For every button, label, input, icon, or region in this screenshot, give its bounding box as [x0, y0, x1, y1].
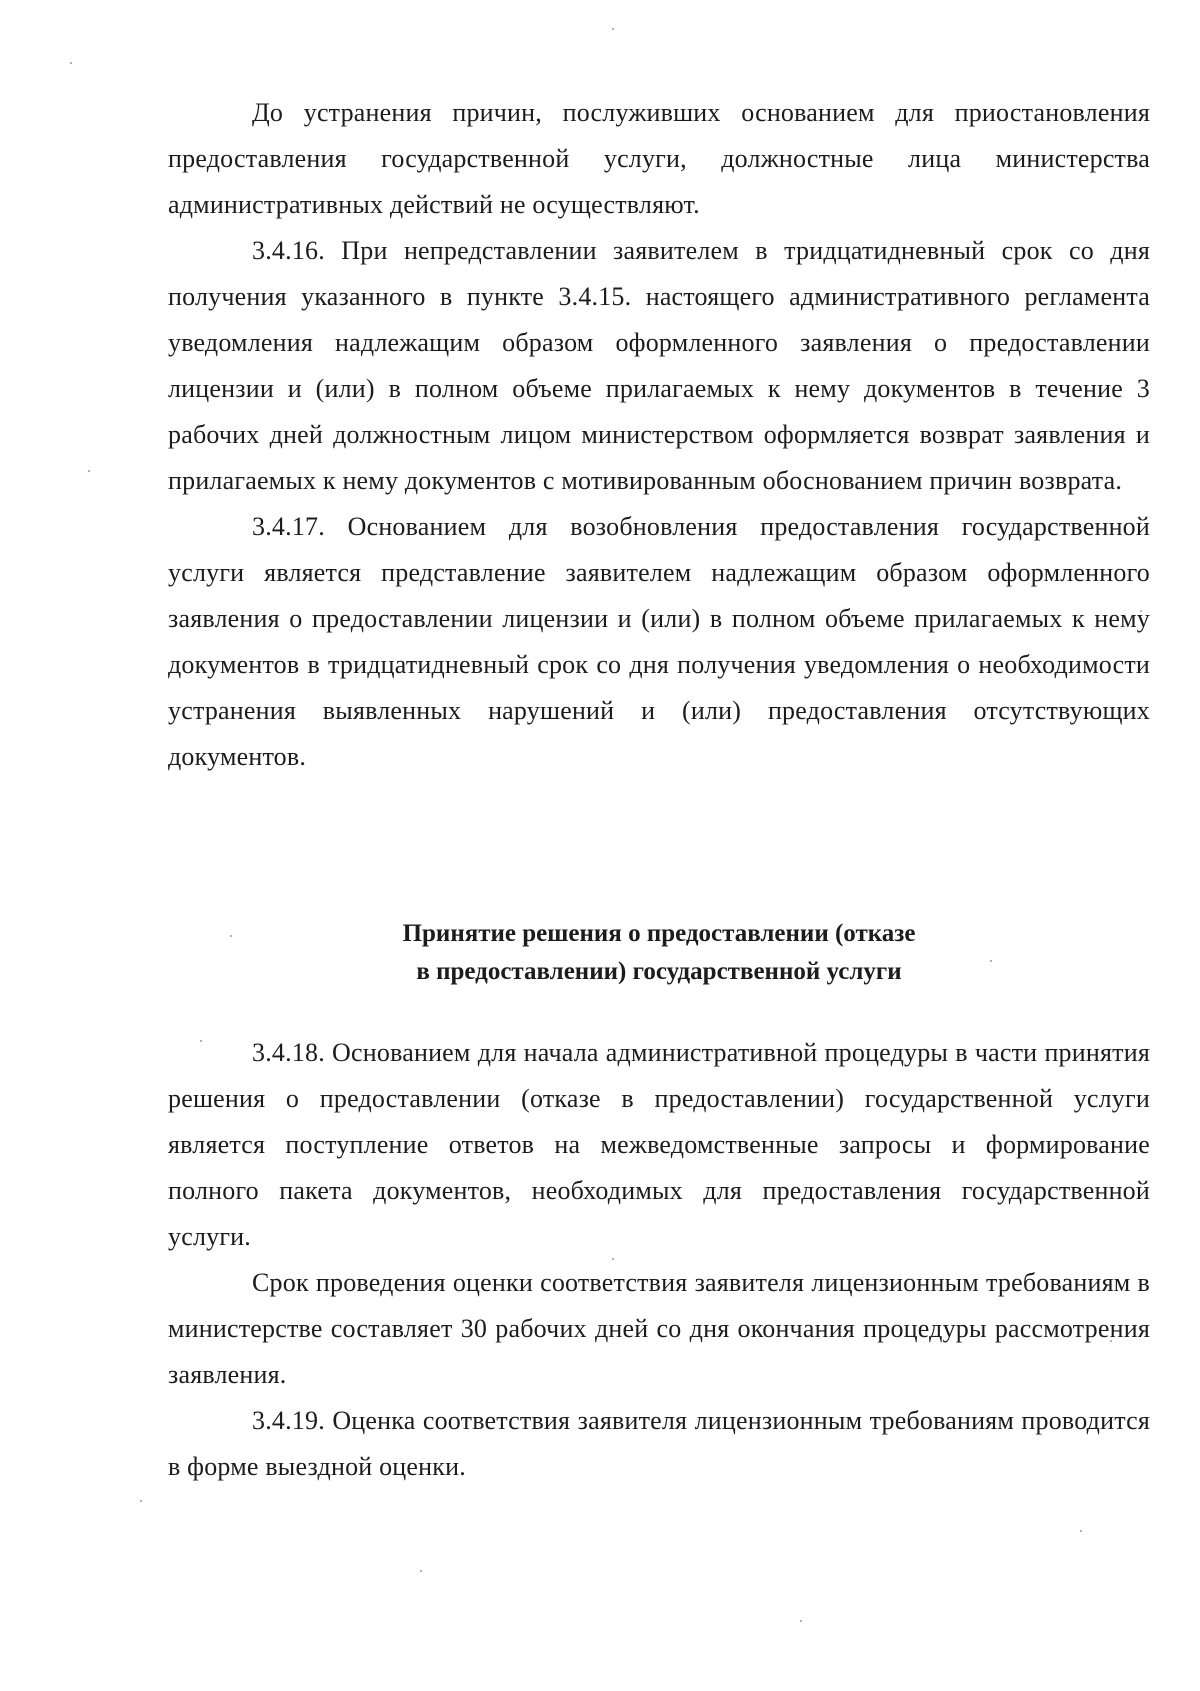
body-text-upper	[168, 90, 1150, 780]
paragraph-3-4-17: 3.4.17. Основанием для возобновления предоставления государственной услуги является представление заявителем надлежащим образом оформленного заявления о предоставлении лицензии и (или) в полном объеме прилагаемых к нему документов в тридцатидневный срок со дня получения уведомления о необходимости устранения выявленных нарушений и (или) предоставления отсутствующих документов.	[168, 512, 1150, 771]
paragraph-3-4-18: 3.4.18. Основанием для начала административной процедуры в части принятия решения о предоставлении (отказе в предоставлении) государственной услуги является поступление ответов на межведомственные запросы и формирование полного пакета документов, необходимых для предоставления государственной услуги.	[168, 1038, 1150, 1251]
body-text-lower	[168, 1030, 1150, 1490]
paragraph-suspension-removal: До устранения причин, послуживших основанием для приостановления предоставления государственной услуги, должностные лица министерства административных действий не осуществляют.	[168, 98, 1150, 219]
paragraph-3-4-16: 3.4.16. При непредставлении заявителем в тридцатидневный срок со дня получения указанного в пункте 3.4.15. настоящего административного регламента уведомления надлежащим образом оформленного заявления о предоставлении лицензии и (или) в полном объеме прилагаемых к нему документов в течение 3 рабочих дней должностным лицом министерством оформляется возврат заявления и прилагаемых к нему документов с мотивированным обоснованием причин возврата.	[168, 236, 1150, 495]
section-heading-line-2: в предоставлении) государственной услуги	[416, 958, 902, 985]
paragraph-assessment-term: Срок проведения оценки соответствия заявителя лицензионным требованиям в министерстве составляет 30 рабочих дней со дня окончания процедуры рассмотрения заявления.	[168, 1268, 1150, 1389]
section-heading-line-1: Принятие решения о предоставлении (отказе	[402, 920, 916, 947]
paragraph-3-4-19: 3.4.19. Оценка соответствия заявителя лицензионным требованиям проводится в форме выездной оценки.	[168, 1406, 1150, 1481]
